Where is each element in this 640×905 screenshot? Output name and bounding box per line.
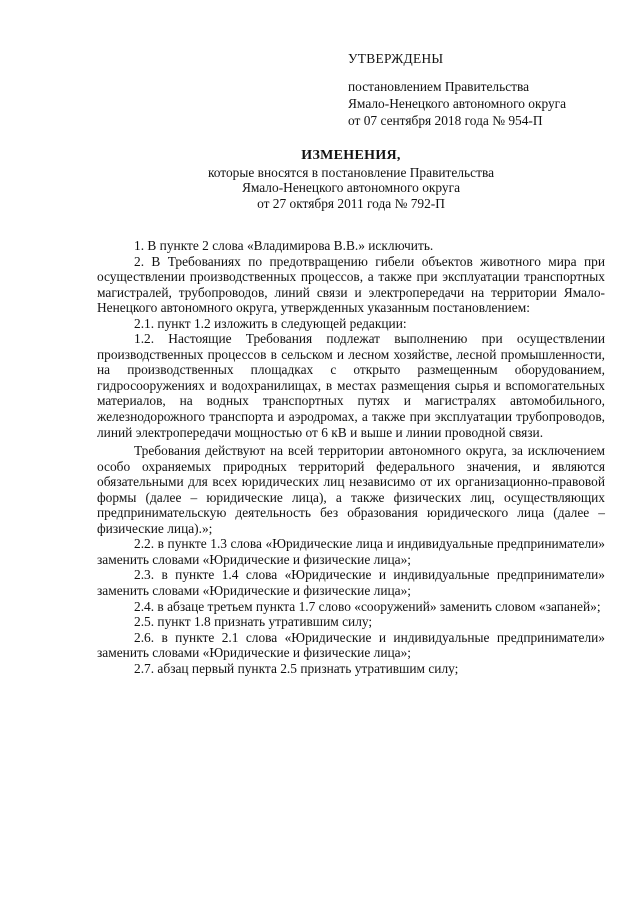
paragraph-subitem-2-3: 2.3. в пункте 1.4 слова «Юридические и индивидуальные предприниматели» заменить словами «Юридические и физические лица»; xyxy=(97,567,605,599)
paragraph-subitem-2-7: 2.7. абзац первый пункта 2.5 признать утратившим силу; xyxy=(134,660,459,676)
paragraph-subitem-2-1: 2.1. пункт 1.2 изложить в следующей редакции: xyxy=(134,315,407,331)
paragraph-subitem-2-6: 2.6. в пункте 2.1 слова «Юридические и индивидуальные предприниматели» заменить словами «Юридические и физические лица»; xyxy=(97,629,605,661)
paragraph-item-2: 2. В Требованиях по предотвращению гибели объектов животного мира при осуществлении производственных процессов, а также при эксплуатации транспортных магистралей, трубопроводов, линий связи и электропередачи на территории Ямало-Ненецкого автономного округа, утвержденных указанным постановлением: xyxy=(97,253,605,316)
document-title-block xyxy=(96,148,606,211)
approval-line: от 07 сентября 2018 года № 954-П xyxy=(348,113,543,128)
approval-line: Ямало-Ненецкого автономного округа xyxy=(348,96,567,111)
paragraph-subitem-2-5: 2.5. пункт 1.8 признать утратившим силу; xyxy=(134,614,373,630)
title-subline: Ямало-Ненецкого автономного округа xyxy=(241,180,461,195)
title-subline: которые вносятся в постановление Правительства xyxy=(207,164,495,180)
document-body xyxy=(97,238,605,676)
title-subline: от 27 октября 2011 года № 792-П xyxy=(257,195,445,211)
paragraph-item-1: 1. В пункте 2 слова «Владимирова В.В.» исключить. xyxy=(134,238,434,253)
paragraph-subitem-2-4: 2.4. в абзаце третьем пункта 1.7 слово «сооружений» заменить словом «запаней»; xyxy=(134,598,601,614)
approved-heading: УТВЕРЖДЕНЫ xyxy=(348,51,444,66)
document-title: ИЗМЕНЕНИЯ, xyxy=(301,148,401,163)
approval-line: постановлением Правительства xyxy=(348,79,530,94)
paragraph-subitem-2-2: 2.2. в пункте 1.3 слова «Юридические лица и индивидуальные предприниматели» заменить словами «Юридические и физические лица»; xyxy=(97,536,605,567)
paragraph-quoted-1-2: 1.2. Настоящие Требования подлежат выполнению при осуществлении производственных процессов в сельском и лесном хозяйстве, лесной промышленности, на производственных площадках с открыто размещенным оборудованием, гидросооружениях и водохранилищах, в местах размещения сырья и вспомогательных материалов, на водных транспортных путях и магистралях автомобильного, железнодорожного транспорта и аэродромах, а также при эксплуатации трубопроводов, линий электропередачи мощностью от 6 кВ и выше и линии проводной связи. xyxy=(97,331,605,440)
approval-block xyxy=(348,50,628,129)
paragraph-quoted-requirements: Требования действуют на всей территории автономного округа, за исключением особо охраняемых природных территорий федерального значения, и являются обязательными для всех юридических лиц независимо от их организационно-правовой формы (далее – юридические лица), а также физических лиц, осуществляющих предпринимательскую деятельность без образования юридического лица (далее – физические лица).»; xyxy=(97,443,605,536)
